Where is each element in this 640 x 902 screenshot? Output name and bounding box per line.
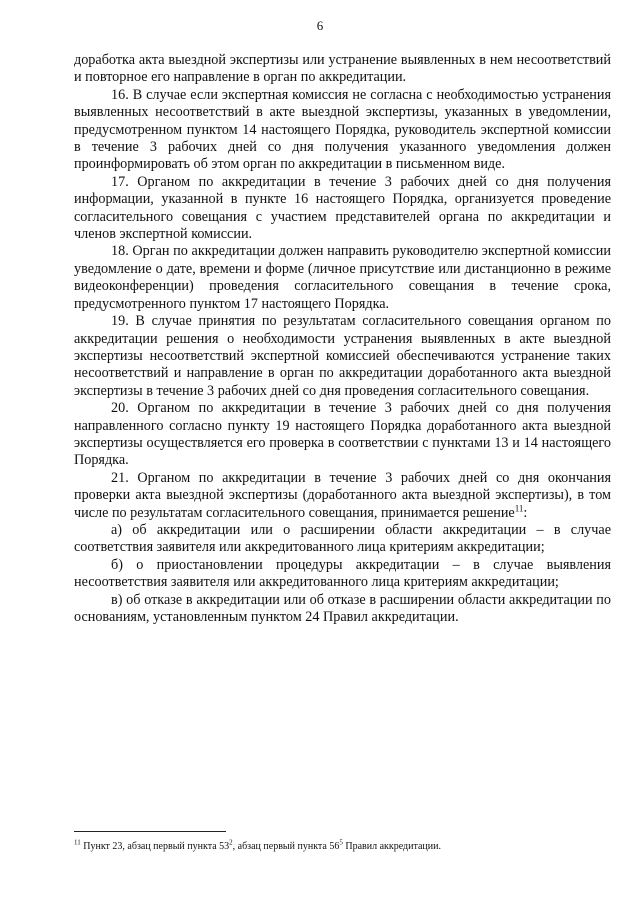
paragraph-21-b: б) о приостановлении процедуры аккредитации – в случае выявления несоответствия заявителя или аккредитованного лица критериям аккредитации; xyxy=(74,556,611,591)
paragraph-19: 19. В случае принятия по результатам согласительного совещания органом по аккредитации решения о необходимости устранения выявленных в акте выездной экспертизы несоответствий экспертной комиссией обеспечиваются устранение таких несоответствий и направление в орган по аккредитации доработанного акта выездной экспертизы в течение 3 рабочих дней со дня проведения согласительного совещания. xyxy=(74,313,611,399)
paragraph-21-v: в) об отказе в аккредитации или об отказе в расширении области аккредитации по основаниям, установленным пунктом 24 Правил аккредитации. xyxy=(74,591,611,625)
paragraph-21: 21. Органом по аккредитации в течение 3 рабочих дней со дня окончания проверки акта выездной экспертизы (доработанного акта выездной экспертизы), в том числе по результатам согласительного совещания, принимается решение$^{11}$: xyxy=(74,469,611,521)
footnote-separator xyxy=(74,831,226,832)
paragraph-18: 18. Орган по аккредитации должен направить руководителю экспертной комиссии уведомление о дате, времени и форме (личное присутствие или дистанционно в режиме видеоконференции) проведения согласительного совещания в течение срока, предусмотренного пунктом 17 настоящего Порядка. xyxy=(74,243,611,312)
paragraph-17: 17. Органом по аккредитации в течение 3 рабочих дней со дня получения информации, указанной в пункте 16 настоящего Порядка, организуется проведение согласительного совещания с участием представителей органа по аккредитации и членов экспертной комиссии. xyxy=(74,173,611,243)
paragraph-16: 16. В случае если экспертная комиссия не согласна с необходимостью устранения выявленных несоответствий в акте выездной экспертизы, указанных в уведомлении, предусмотренном пунктом 14 настоящего Порядка, руководитель экспертной комиссии в течение 3 рабочих дней со дня получения указанного уведомления должен проинформировать об этом орган по аккредитации в письменном виде. xyxy=(74,86,611,173)
footnote-reference: 11 xyxy=(514,502,524,513)
paragraph-20: 20. Органом по аккредитации в течение 3 рабочих дней со дня получения направленного согласно пункту 19 настоящего Порядка доработанного акта выездной экспертизы осуществляется его проверка в соответствии с пунктами 13 и 14 настоящего Порядка. xyxy=(74,400,611,469)
page-number: 6 xyxy=(316,18,324,33)
document-body xyxy=(74,52,611,626)
paragraph-continuation: доработка акта выездной экспертизы или устранение выявленных в нем несоответствий и повторное его направление в орган по аккредитации. xyxy=(74,52,611,86)
footnote-marker: 11 xyxy=(74,838,81,847)
footnote: $^{11}$ Пункт 23, абзац первый пункта $53^2$, абзац первый пункта $56^5$ Правил аккредитации. xyxy=(74,838,441,852)
paragraph-21-a: а) об аккредитации или о расширении области аккредитации – в случае соответствия заявителя или аккредитованного лица критериям аккредитации; xyxy=(74,521,611,556)
